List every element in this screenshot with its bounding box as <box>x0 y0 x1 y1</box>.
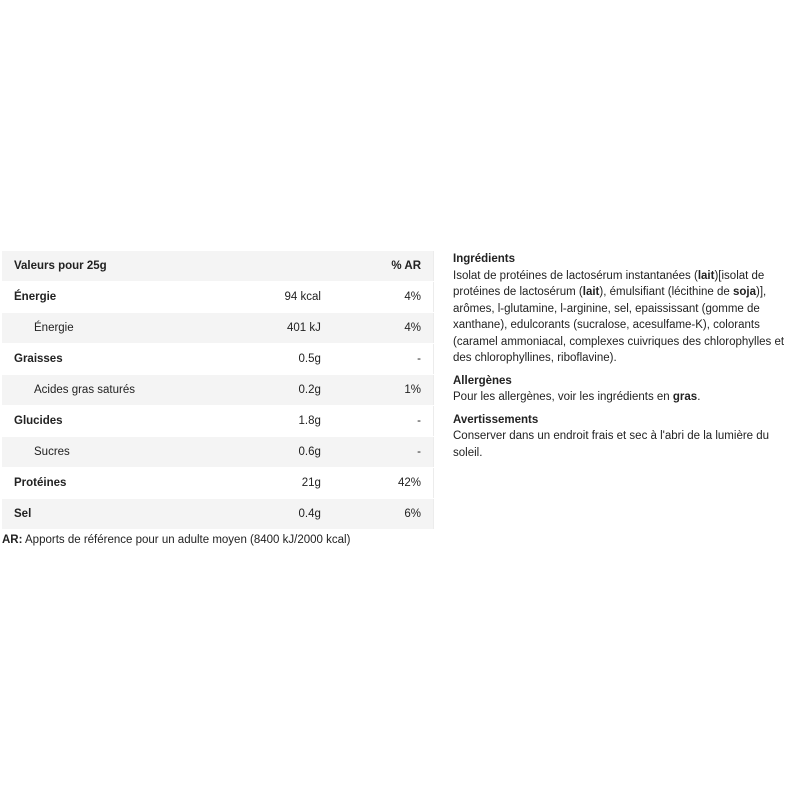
nutrient-name: Énergie <box>2 313 246 344</box>
nutrition-row <box>2 313 434 344</box>
nutrition-row <box>2 468 434 499</box>
nutrient-ar: - <box>321 344 434 375</box>
allergens-heading: Allergènes <box>453 374 512 387</box>
nutrient-ar: 1% <box>321 375 434 406</box>
nutrient-amount: 94 kcal <box>246 282 321 313</box>
nutrition-row <box>2 499 434 530</box>
nutrition-row <box>2 282 434 313</box>
nutrient-ar: 4% <box>321 282 434 313</box>
nutrient-name: Énergie <box>2 282 246 313</box>
nutrient-name: Acides gras saturés <box>2 375 246 406</box>
nutrition-row <box>2 375 434 406</box>
ingredients-text: Isolat de protéines de lactosérum instantanées (lait)[isolat de protéines de lactosérum (lait), émulsifiant (lécithine de soja)], arômes, l-glutamine, l-arginine, sel, epaississant (gomme de xanthane), edulcorants (sucralose, acesulfame-K), colorants (caramel ammoniacal, complexes cuivriques des chlorophylles et des chlorophyllines, riboflavine). <box>453 269 785 364</box>
footnote-text: Apports de référence pour un adulte moyen (8400 kJ/2000 kcal) <box>22 534 351 546</box>
nutrient-name: Protéines <box>2 468 246 499</box>
nutrient-ar: 42% <box>321 468 434 499</box>
ingredients-heading: Ingrédients <box>453 253 515 265</box>
nutrient-name: Sucres <box>2 437 246 468</box>
nutrient-amount: 0.2g <box>246 375 321 406</box>
nutrient-ar: - <box>321 406 434 437</box>
ar-footnote <box>2 534 350 546</box>
warnings-heading: Avertissements <box>453 413 539 426</box>
product-info <box>453 251 798 467</box>
nutrient-amount: 21g <box>246 468 321 499</box>
nutrition-row <box>2 437 434 468</box>
nutrient-amount: 401 kJ <box>246 313 321 344</box>
warnings-text: Conserver dans un endroit frais et sec à l'abri de la lumière du soleil. <box>453 430 770 459</box>
nutrient-ar: 6% <box>321 499 434 530</box>
nutrition-row <box>2 406 434 437</box>
header-ar: % AR <box>321 251 434 282</box>
header-label: Valeurs pour 25g <box>2 251 246 282</box>
nutrition-table <box>2 251 434 530</box>
nutrition-header-row <box>2 251 434 282</box>
nutrient-ar: - <box>321 437 434 468</box>
nutrient-amount: 1.8g <box>246 406 321 437</box>
footnote-label: AR: <box>2 534 23 546</box>
nutrient-ar: 4% <box>321 313 434 344</box>
nutrient-name: Glucides <box>2 406 246 437</box>
nutrition-row <box>2 344 434 375</box>
allergens-text: Pour les allergènes, voir les ingrédients en gras. <box>453 391 701 403</box>
nutrient-name: Sel <box>2 499 246 530</box>
nutrient-amount: 0.5g <box>246 344 321 375</box>
nutrient-name: Graisses <box>2 344 246 375</box>
nutrient-amount: 0.4g <box>246 499 321 530</box>
nutrient-amount: 0.6g <box>246 437 321 468</box>
